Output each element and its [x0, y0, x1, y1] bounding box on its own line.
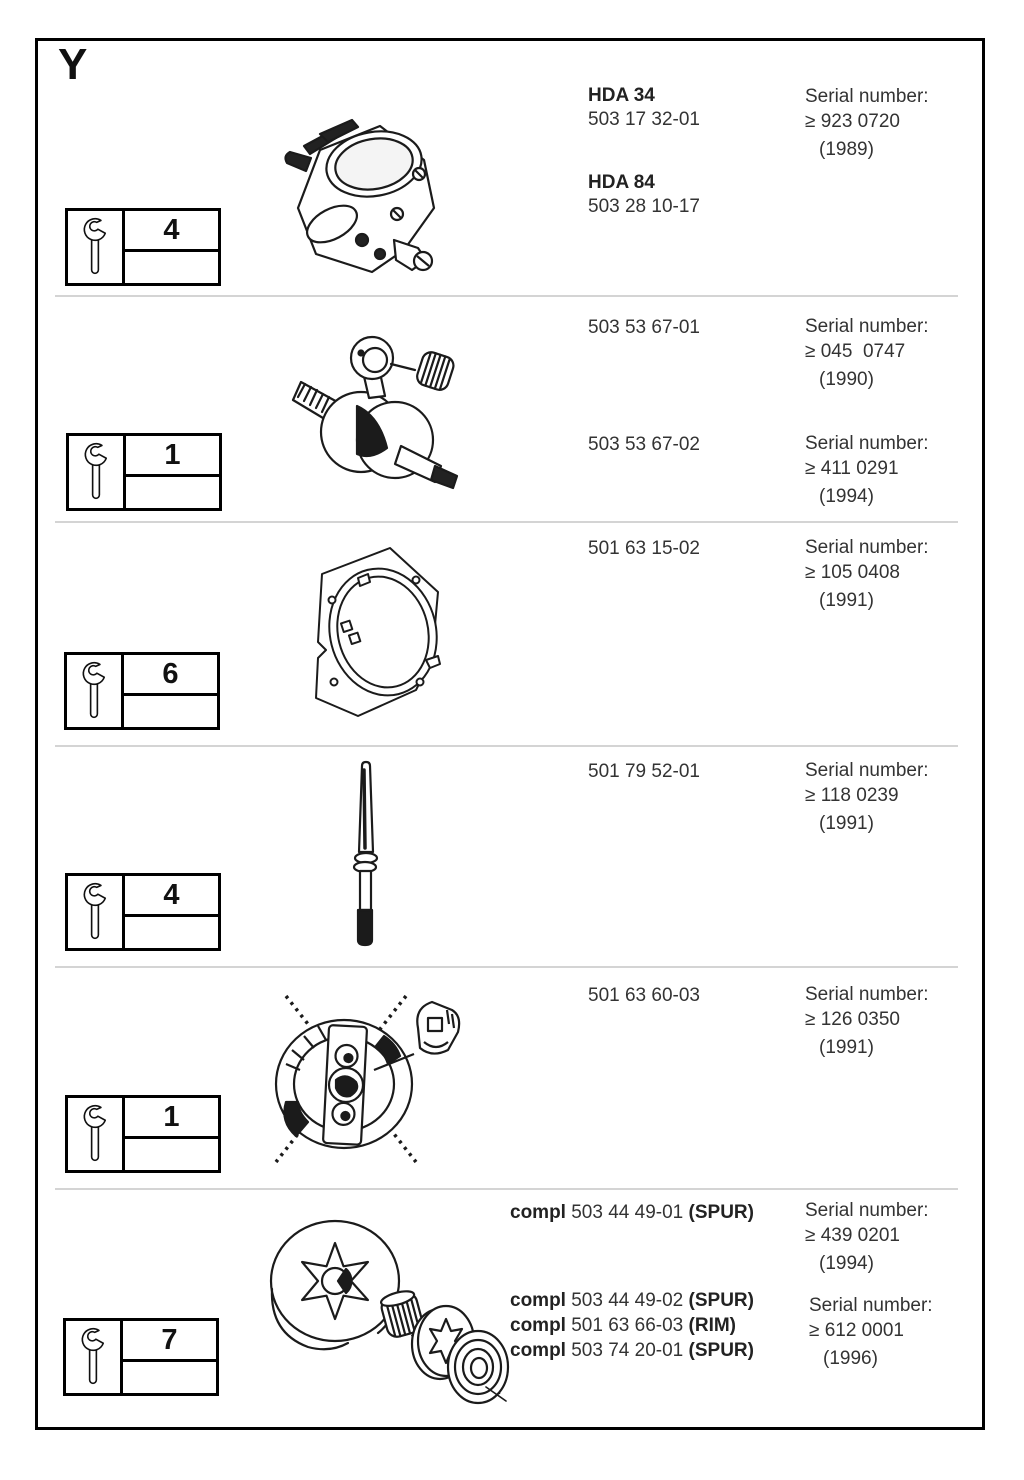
quantity-cells — [126, 436, 219, 508]
part-number: 503 74 20-01 — [571, 1340, 684, 1361]
quantity-empty-cell — [123, 1362, 216, 1393]
part-prefix: compl — [510, 1315, 566, 1336]
part-number: 503 28 10-17 — [588, 196, 700, 217]
serial-value: ≥ 105 0408 — [805, 562, 900, 583]
serial-number-block — [805, 84, 929, 162]
serial-value: ≥ 118 0239 — [805, 785, 899, 806]
section-divider — [55, 1188, 958, 1190]
serial-year: (1991) — [819, 1037, 874, 1058]
serial-year: (1991) — [819, 590, 874, 611]
serial-year: (1991) — [819, 813, 874, 834]
serial-number-block — [809, 1293, 933, 1371]
part-number: 501 63 15-02 — [588, 538, 700, 559]
wrench-cell — [68, 876, 125, 948]
serial-value: ≥ 923 0720 — [805, 111, 900, 132]
serial-value: ≥ 126 0350 — [805, 1009, 900, 1030]
section-divider — [55, 745, 958, 747]
serial-label: Serial number: — [805, 86, 929, 107]
part-name: HDA 84 — [588, 172, 655, 193]
quantity-value: 1 — [126, 436, 219, 477]
wrench-cell — [67, 655, 124, 727]
crankshaft-illustration — [283, 320, 468, 492]
part-number: 503 44 49-02 — [571, 1290, 684, 1311]
quantity-value: 7 — [123, 1321, 216, 1362]
wrench-cell — [68, 211, 125, 283]
clutch-illustration — [256, 990, 468, 1170]
fuel-pipe-illustration — [336, 760, 398, 948]
serial-year: (1990) — [819, 369, 874, 390]
quantity-box — [66, 433, 222, 511]
quantity-empty-cell — [125, 1139, 218, 1170]
quantity-box — [65, 873, 221, 951]
section-divider — [55, 521, 958, 523]
serial-label: Serial number: — [809, 1295, 933, 1316]
serial-number-block — [805, 758, 929, 836]
part-line — [510, 1313, 754, 1338]
quantity-box — [64, 652, 220, 730]
mounting-plate-illustration — [298, 540, 453, 720]
part-entry — [588, 984, 700, 1008]
part-entry — [588, 537, 700, 561]
wrench-icon — [73, 881, 117, 943]
serial-label: Serial number: — [805, 984, 929, 1005]
part-type: (RIM) — [688, 1315, 736, 1336]
part-number: 501 63 60-03 — [588, 985, 700, 1006]
serial-label: Serial number: — [805, 537, 929, 558]
serial-year: (1994) — [819, 1253, 874, 1274]
part-entry — [588, 171, 700, 219]
part-entry — [588, 760, 700, 784]
quantity-cells — [125, 211, 218, 283]
serial-number-block — [805, 1198, 929, 1276]
wrench-icon — [73, 1103, 117, 1165]
part-entry — [588, 84, 700, 132]
part-type: (SPUR) — [688, 1340, 754, 1361]
part-entry — [510, 1200, 754, 1225]
quantity-box — [65, 208, 221, 286]
part-line — [510, 1200, 754, 1225]
section-divider — [55, 295, 958, 297]
quantity-empty-cell — [125, 917, 218, 948]
quantity-empty-cell — [124, 696, 217, 727]
wrench-icon — [71, 1326, 115, 1388]
page-section-letter: Y — [58, 40, 88, 89]
quantity-value: 1 — [125, 1098, 218, 1139]
part-number: 503 17 32-01 — [588, 109, 700, 130]
part-type: (SPUR) — [688, 1202, 754, 1223]
quantity-box — [65, 1095, 221, 1173]
serial-number-block — [805, 535, 929, 613]
serial-value: ≥ 439 0201 — [805, 1225, 900, 1246]
serial-number-block — [805, 314, 929, 392]
part-prefix: compl — [510, 1202, 566, 1223]
clutch-drum-illustration — [250, 1203, 512, 1408]
serial-year: (1994) — [819, 486, 874, 507]
serial-year: (1996) — [823, 1348, 878, 1369]
carburetor-illustration — [276, 112, 448, 274]
part-line — [510, 1288, 754, 1313]
wrench-cell — [68, 1098, 125, 1170]
serial-year: (1989) — [819, 139, 874, 160]
wrench-icon — [74, 441, 118, 503]
wrench-icon — [72, 660, 116, 722]
quantity-value: 4 — [125, 876, 218, 917]
quantity-cells — [123, 1321, 216, 1393]
part-entry — [588, 316, 700, 340]
part-number: 501 79 52-01 — [588, 761, 700, 782]
part-line — [510, 1338, 754, 1363]
serial-label: Serial number: — [805, 1200, 929, 1221]
quantity-empty-cell — [125, 252, 218, 283]
quantity-cells — [125, 876, 218, 948]
part-prefix: compl — [510, 1340, 566, 1361]
part-number: 503 53 67-01 — [588, 317, 700, 338]
part-number: 503 44 49-01 — [571, 1202, 684, 1223]
serial-label: Serial number: — [805, 760, 929, 781]
serial-number-block — [805, 982, 929, 1060]
part-type: (SPUR) — [688, 1290, 754, 1311]
part-number: 501 63 66-03 — [571, 1315, 684, 1336]
wrench-cell — [66, 1321, 123, 1393]
wrench-cell — [69, 436, 126, 508]
serial-number-block — [805, 431, 929, 509]
serial-label: Serial number: — [805, 433, 929, 454]
part-entry — [588, 433, 700, 457]
part-prefix: compl — [510, 1290, 566, 1311]
serial-label: Serial number: — [805, 316, 929, 337]
wrench-icon — [73, 216, 117, 278]
section-divider — [55, 966, 958, 968]
quantity-empty-cell — [126, 477, 219, 508]
quantity-box — [63, 1318, 219, 1396]
quantity-value: 6 — [124, 655, 217, 696]
quantity-cells — [124, 655, 217, 727]
quantity-cells — [125, 1098, 218, 1170]
part-number: 503 53 67-02 — [588, 434, 700, 455]
quantity-value: 4 — [125, 211, 218, 252]
serial-value: ≥ 045 0747 — [805, 341, 906, 362]
part-entry — [510, 1288, 754, 1363]
serial-value: ≥ 411 0291 — [805, 458, 899, 479]
serial-value: ≥ 612 0001 — [809, 1320, 904, 1341]
part-name: HDA 34 — [588, 85, 655, 106]
